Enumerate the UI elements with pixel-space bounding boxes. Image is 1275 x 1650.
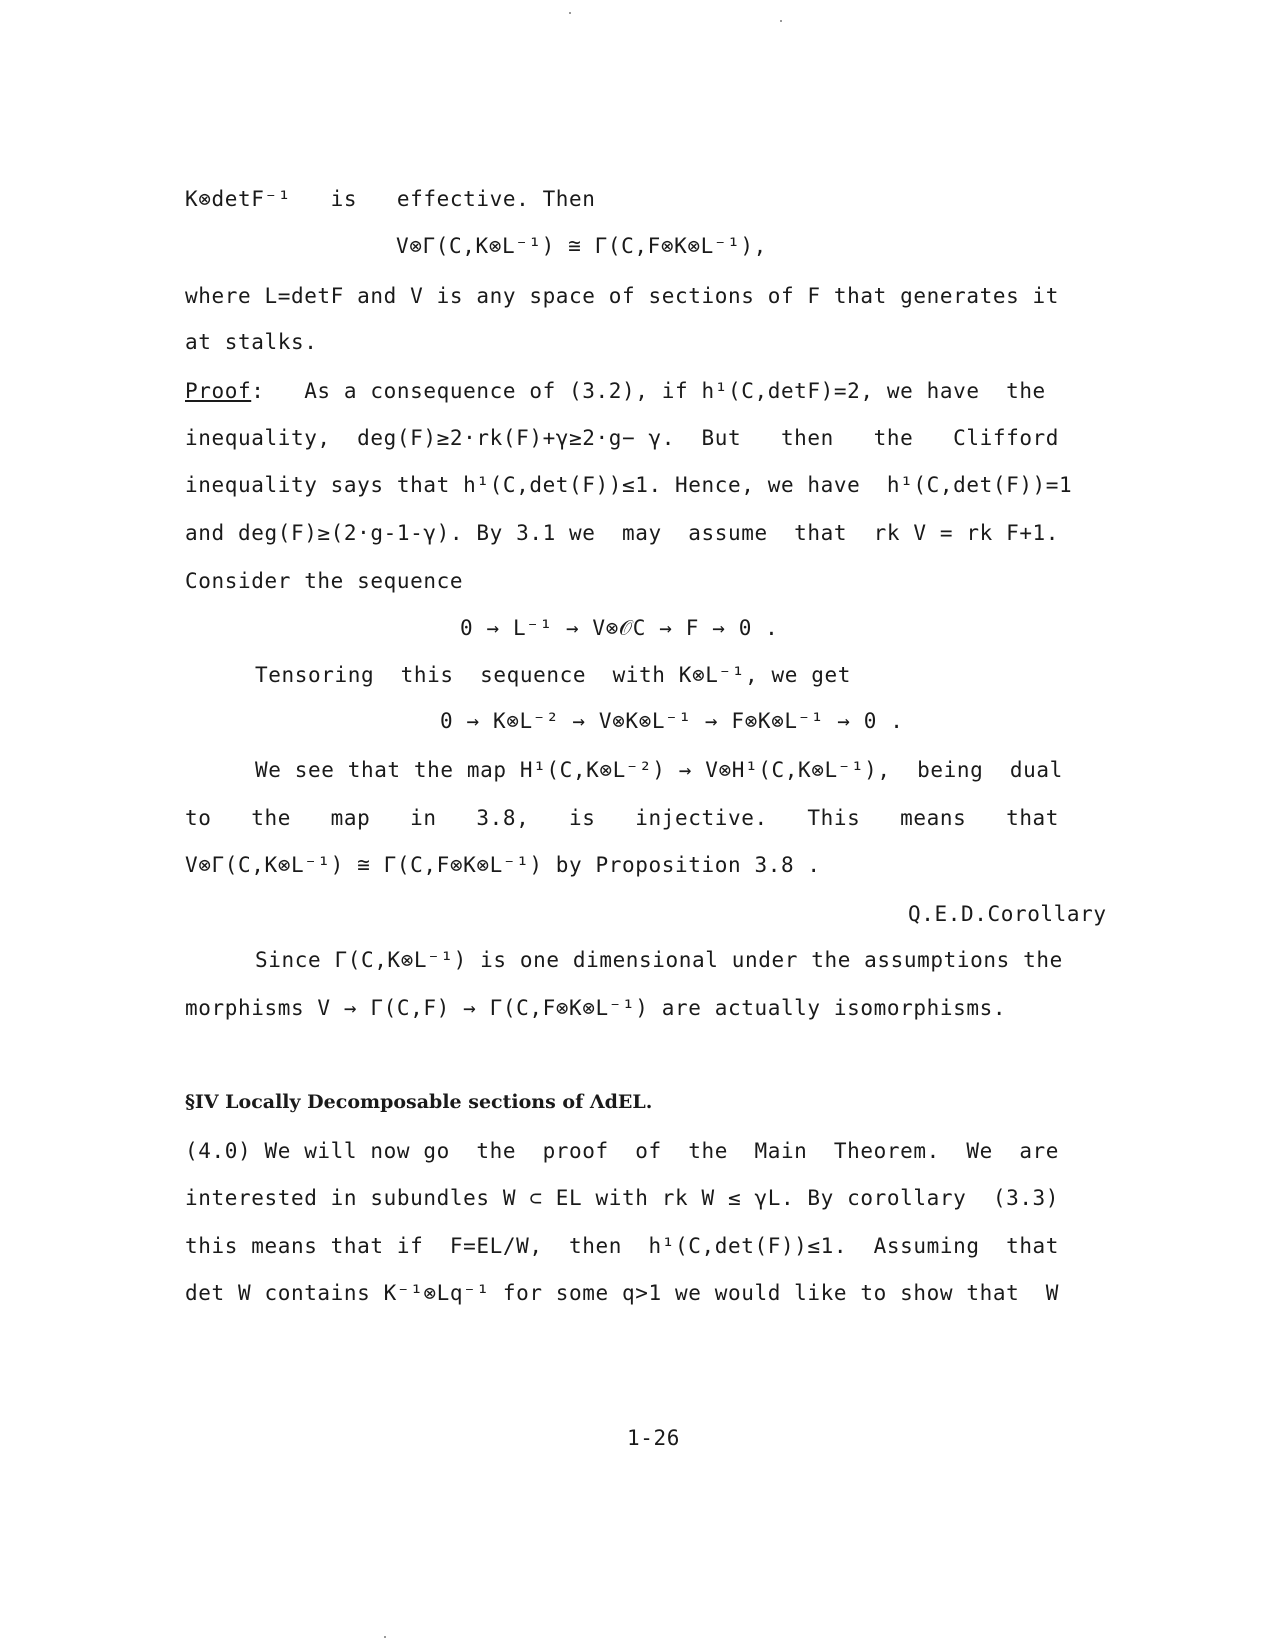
text-line: Tensoring this sequence with K⊗L⁻¹, we get xyxy=(255,663,851,687)
text-line: inequality says that h¹(C,det(F))≤1. Hence, we have h¹(C,det(F))=1 xyxy=(185,473,1073,497)
text-line xyxy=(185,378,1046,404)
text-line: inequality, deg(F)≥2·rk(F)+γ≥2·g− γ. But then the Clifford xyxy=(185,426,1060,450)
proof-text: : As a consequence of (3.2), if h¹(C,detF)=2, we have the xyxy=(251,379,1046,403)
scan-speck xyxy=(780,20,782,22)
display-equation: V⊗Γ(C,K⊗L⁻¹) ≅ Γ(C,F⊗K⊗L⁻¹), xyxy=(396,234,767,258)
text-line: We see that the map H¹(C,K⊗L⁻²) → V⊗H¹(C,K⊗L⁻¹), being dual xyxy=(255,758,1063,782)
qed-mark: Q.E.D.Corollary xyxy=(908,902,1107,926)
text-line: to the map in 3.8, is injective. This means that xyxy=(185,806,1060,830)
text-line: and deg(F)≥(2·g-1-γ). By 3.1 we may assume that rk V = rk F+1. xyxy=(185,521,1060,545)
proof-label: Proof xyxy=(185,379,252,403)
page-number: 1-26 xyxy=(627,1426,680,1450)
text-line: morphisms V → Γ(C,F) → Γ(C,F⊗K⊗L⁻¹) are actually isomorphisms. xyxy=(185,996,1007,1020)
scan-speck xyxy=(569,12,571,14)
text-line: at stalks. xyxy=(185,330,318,354)
text-line: V⊗Γ(C,K⊗L⁻¹) ≅ Γ(C,F⊗K⊗L⁻¹) by Proposition 3.8 . xyxy=(185,853,821,877)
display-equation: 0 → K⊗L⁻² → V⊗K⊗L⁻¹ → F⊗K⊗L⁻¹ → 0 . xyxy=(440,709,904,733)
text-line: where L=detF and V is any space of sections of F that generates it xyxy=(185,284,1060,308)
text-line: interested in subundles W ⊂ EL with rk W ≤ γL. By corollary (3.3) xyxy=(185,1186,1060,1210)
display-equation: 0 → L⁻¹ → V⊗𝒪C → F → 0 . xyxy=(460,616,779,640)
scan-speck xyxy=(384,1636,386,1638)
text-line: K⊗detF⁻¹ is effective. Then xyxy=(185,187,596,211)
section-heading: §IV Locally Decomposable sections of ΛdEL. xyxy=(185,1091,653,1113)
text-line: Consider the sequence xyxy=(185,569,464,593)
text-line: det W contains K⁻¹⊗Lq⁻¹ for some q>1 we would like to show that W xyxy=(185,1281,1060,1305)
text-line: (4.0) We will now go the proof of the Main Theorem. We are xyxy=(185,1139,1060,1163)
text-line: Since Γ(C,K⊗L⁻¹) is one dimensional under the assumptions the xyxy=(255,948,1063,972)
text-line: this means that if F=EL/W, then h¹(C,det(F))≤1. Assuming that xyxy=(185,1234,1060,1258)
